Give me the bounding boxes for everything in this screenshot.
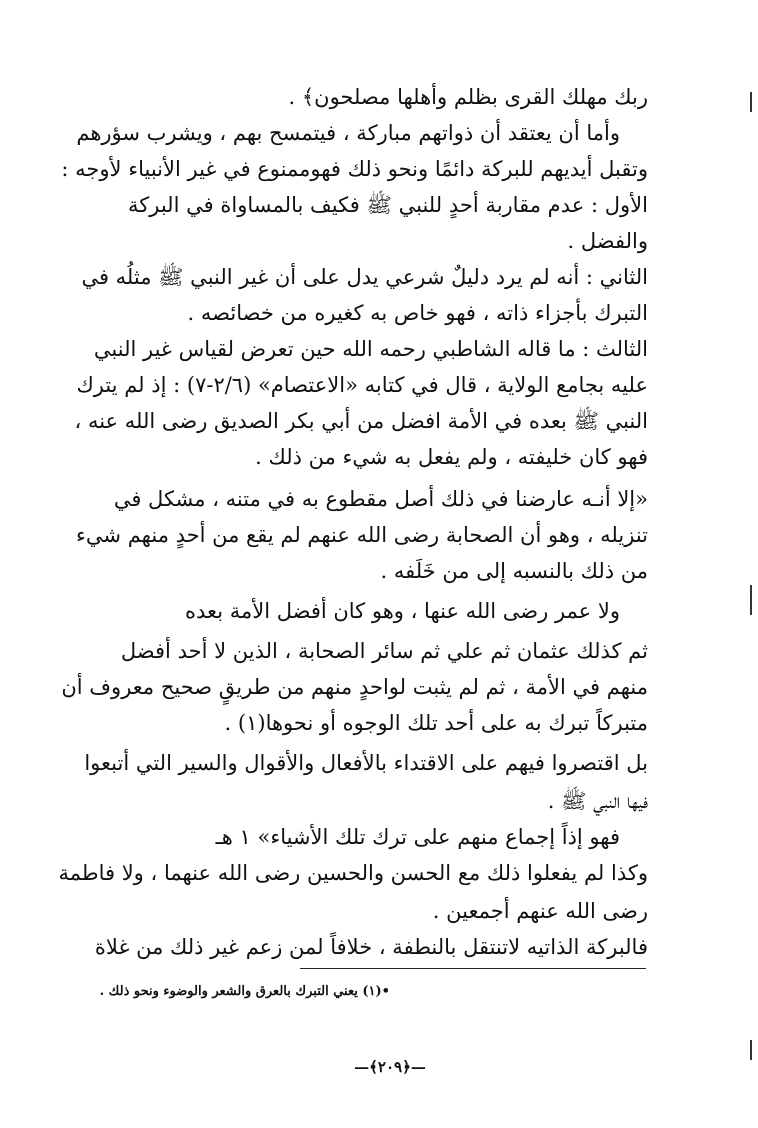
page-edge-mark (750, 92, 752, 112)
text-line-6: الثاني : أنه لم يرد دليلٌ شرعي يدل على أن غير النبي ﷺ مثلُه في (81, 265, 648, 289)
text-line-15: ولا عمر رضى الله عنها ، وهو كان أفضل الأمة بعده (185, 599, 620, 623)
text-line-23: رضى الله عنهم أجمعين . (432, 899, 648, 923)
text-line-12: «إلا أنـه عارضنا في ذلك أصل مقطوع به في متنه ، مشكل في (113, 487, 648, 511)
footnote: •(١) يعني التبرك بالعرق والشعر والوضوء ونحو ذلك . (99, 984, 390, 999)
text-line-4: الأول : عدم مقاربة أحدٍ للنبي ﷺ فكيف بالمساواة في البركة (128, 193, 648, 217)
text-line-8: الثالث : ما قاله الشاطبي رحمه الله حين تعرض لقياس غير النبي (93, 337, 648, 361)
text-line-13: تنزيله ، وهو أن الصحابة رضى الله عنهم لم يقع من أحدٍ منهم شيء (76, 523, 648, 547)
text-line-19: بل اقتصروا فيهم على الاقتداء بالأفعال والأقوال والسير التي أتبعوا (84, 751, 648, 775)
text-line-3: وتقبل أيديهم للبركة دائمًا ونحو ذلك فهوممنوع في غير الأنبياء لأوجه : (61, 157, 648, 181)
page-edge-mark (750, 1040, 752, 1060)
text-line-16: ثم كذلك عثمان ثم علي ثم سائر الصحابة ، الذين لا أحد أفضل (120, 639, 648, 663)
text-line-9: عليه بجامع الولاية ، قال في كتابه «الاعتصام» (٢/٦-٧) : إذ لم يترك (76, 373, 648, 397)
text-line-11: فهو كان خليفته ، ولم يفعل به شيء من ذلك . (255, 445, 648, 469)
text-line-24: فالبركة الذاتيه لاتنتقل بالنطفة ، خلافاً لمن زعم غير ذلك من غلاة (94, 935, 648, 959)
text-line-5: والفضل . (567, 229, 648, 253)
text-line-18: متبركاً تبرك به على أحد تلك الوجوه أو نحوها(١) . (224, 711, 648, 735)
text-line-1: ربك مهلك القرى بظلم وأهلها مصلحون﴾ . (288, 85, 648, 109)
text-line-14: من ذلك بالنسبه إلى من خَلَفه . (380, 559, 648, 583)
text-underline (300, 968, 646, 969)
page-edge-mark (750, 585, 752, 615)
text-line-20: فيها النبي ﷺ . (547, 789, 648, 813)
page-number: —﴿٢٠٩﴾— (354, 1058, 426, 1076)
text-line-22: وكذا لم يفعلوا ذلك مع الحسن والحسين رضى الله عنهما ، ولا فاطمة (58, 861, 648, 885)
text-line-17: منهم في الأمة ، ثم لم يثبت لواحدٍ منهم من طريقٍ صحيح معروف أن (61, 675, 648, 699)
text-line-7: التبرك بأجزاء ذاته ، فهو خاص به كغيره من خصائصه . (187, 301, 648, 325)
text-line-10: النبي ﷺ بعده في الأمة افضل من أبي بكر الصديق رضى الله عنه ، (74, 409, 648, 433)
text-line-2: وأما أن يعتقد أن ذواتهم مباركة ، فيتمسح بهم ، ويشرب سؤرهم (76, 121, 620, 145)
text-line-21: فهو إذاً إجماع منهم على ترك تلك الأشياء» ١ هـ (215, 825, 620, 849)
